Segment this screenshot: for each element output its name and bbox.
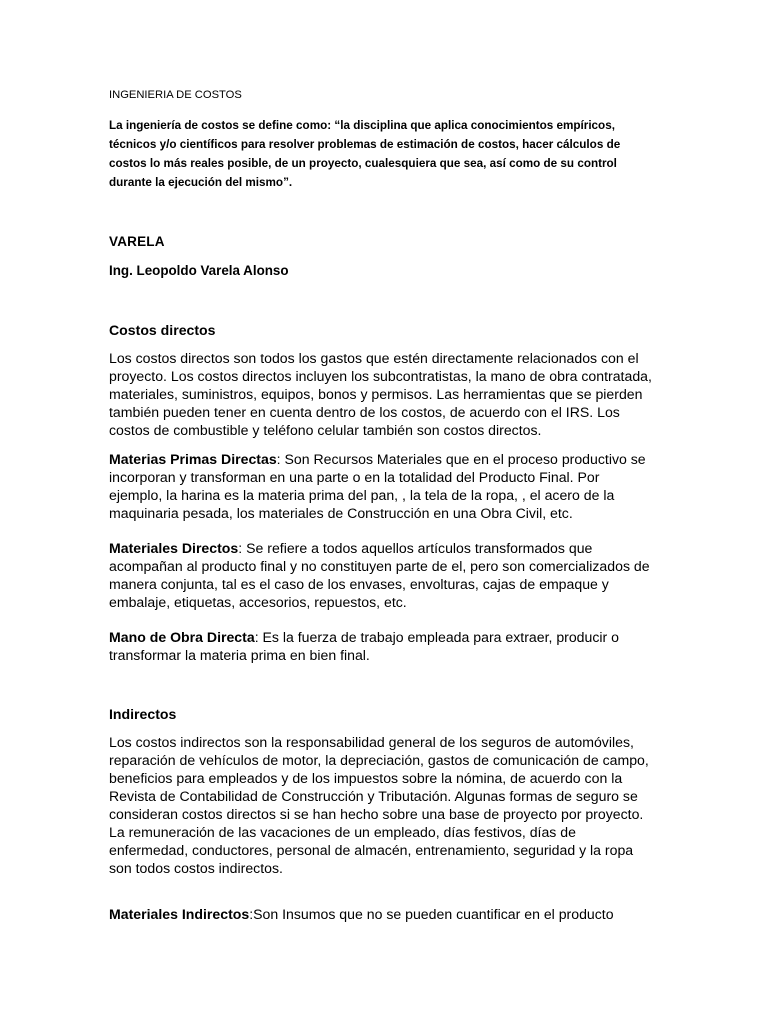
author-name	[109, 262, 289, 280]
paragraph-line: Los costos directos son todos los gastos que estén directamente relacionados con el	[109, 350, 639, 366]
term-definition: : Es la fuerza de trabajo empleada para extraer, producir o	[254, 629, 619, 645]
direct-costs-paragraph	[109, 349, 652, 439]
paragraph-line	[109, 628, 619, 646]
paragraph-line: costos de combustible y teléfono celular también son costos directos.	[109, 422, 542, 438]
term-label: Materiales Indirectos	[109, 906, 250, 922]
paragraph-line: acompañan al producto final y no constituyen parte de el, pero son comercializados de	[109, 558, 650, 574]
indirect-costs-paragraph	[109, 733, 649, 877]
definition-line: La ingeniería de costos se define como: “la disciplina que aplica conocimientos empíricos,	[109, 119, 615, 132]
term-label: Materias Primas Directas	[109, 451, 277, 467]
paragraph-line: transformar la materia prima en bien final.	[109, 647, 370, 663]
paragraph-line: materiales, suministros, equipos, bonos y permisos. Las herramientas que se pierden	[109, 386, 643, 402]
term-label: Materiales Directos	[109, 540, 239, 556]
section-heading-indirect-costs	[109, 705, 176, 723]
paragraph-line: Los costos indirectos son la responsabilidad general de los seguros de automóviles,	[109, 734, 634, 750]
definition-line: costos lo más reales posible, de un proyecto, cualesquiera que sea, así como de su control	[109, 157, 617, 170]
paragraph-line: enfermedad, conductores, personal de almacén, entrenamiento, seguridad y la ropa	[109, 842, 634, 858]
paragraph-line: La remuneración de las vacaciones de un empleado, días festivos, días de	[109, 824, 576, 840]
term-definition: : Son Recursos Materiales que en el proceso productivo se	[276, 451, 646, 467]
definition-line: técnicos y/o científicos para resolver problemas de estimación de costos, hacer cálculos de	[109, 138, 621, 151]
section-heading-text: Indirectos	[109, 706, 177, 722]
paragraph-line: consideran costos directos si se han hecho sobre una base de proyecto por proyecto.	[109, 806, 644, 822]
paragraph-line: también pueden tener en cuenta dentro de los costos, de acuerdo con el IRS. Los	[109, 404, 620, 420]
author-heading	[109, 233, 165, 251]
direct-labor-paragraph	[109, 628, 619, 664]
paragraph-line: son todos costos indirectos.	[109, 860, 283, 876]
raw-materials-paragraph	[109, 450, 646, 522]
definition-line: durante la ejecución del mismo”.	[109, 176, 293, 189]
paragraph-line: ejemplo, la harina es la materia prima del pan, , la tela de la ropa, , el acero de la	[109, 487, 615, 503]
section-heading-direct-costs	[109, 321, 216, 339]
term-label: Mano de Obra Directa	[109, 629, 255, 645]
paragraph-line: reparación de vehículos de motor, la depreciación, gastos de comunicación de campo,	[109, 752, 649, 768]
paragraph-line	[109, 539, 650, 557]
author-heading-text: VARELA	[109, 234, 165, 249]
paragraph-line: proyecto. Los costos directos incluyen los subcontratistas, la mano de obra contratada,	[109, 368, 652, 384]
paragraph-line	[109, 450, 646, 468]
paragraph-line	[109, 905, 614, 923]
document-title	[109, 87, 242, 103]
direct-materials-paragraph	[109, 539, 650, 611]
term-definition: : Se refiere a todos aquellos artículos transformados que	[238, 540, 593, 556]
paragraph-line: Revista de Contabilidad de Construcción y Tributación. Algunas formas de seguro se	[109, 788, 638, 804]
document-title-text: INGENIERIA DE COSTOS	[109, 89, 242, 101]
paragraph-line: beneficios para empleados y de los impuestos sobre la nómina, de acuerdo con la	[109, 770, 623, 786]
paragraph-line: embalaje, etiquetas, accesorios, repuestos, etc.	[109, 594, 407, 610]
paragraph-line: manera conjunta, tal es el caso de los envases, envolturas, cajas de empaque y	[109, 576, 609, 592]
section-heading-text: Costos directos	[109, 322, 216, 338]
paragraph-line: incorporan y transforman en una parte o en la totalidad del Producto Final. Por	[109, 469, 600, 485]
paragraph-line: maquinaria pesada, los materiales de Construcción en una Obra Civil, etc.	[109, 505, 573, 521]
indirect-materials-paragraph	[109, 905, 614, 923]
definition-paragraph	[109, 116, 620, 192]
term-definition: :Son Insumos que no se pueden cuantificar en el producto	[249, 906, 614, 922]
author-name-text: Ing. Leopoldo Varela Alonso	[109, 263, 289, 278]
